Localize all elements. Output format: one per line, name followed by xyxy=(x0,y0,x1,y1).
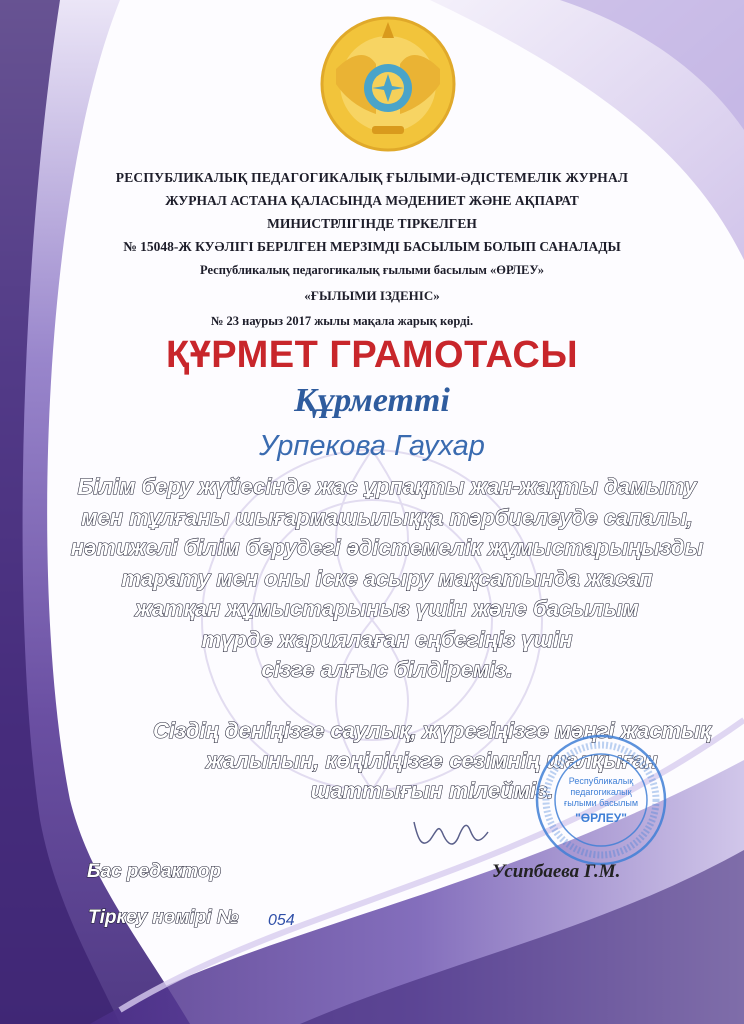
stamp-line: педагогикалық xyxy=(570,787,632,797)
recipient-name: Урпекова Гаухар xyxy=(259,430,485,462)
wish-line: шаттығын тілейміз. xyxy=(310,778,554,803)
header-line-2: ЖУРНАЛ АСТАНА ҚАЛАСЫНДА МӘДЕНИЕТ ЖӘНЕ АҚПАРАТ xyxy=(165,193,579,208)
stamp-line: "ӨРЛЕУ" xyxy=(575,811,627,825)
registration-label: Тіркеу нөмірі № xyxy=(88,907,239,928)
gratitude-line: тарату мен оны іске асыру мақсатында жасап xyxy=(121,565,653,591)
header-line-4: № 15048-Ж КУӘЛІГІ БЕРІЛГЕН МЕРЗІМДІ БАСЫЛЫМ БОЛЫП САНАЛАДЫ xyxy=(123,239,621,254)
wish-line: Сіздің деніңізге саулық, жүрегіңізге мәңгі жастық xyxy=(152,718,712,743)
header-line-5: Республикалық педагогикалық ғылыми басылым «ӨРЛЕУ» xyxy=(199,263,545,277)
header-line-1: РЕСПУБЛИКАЛЫҚ ПЕДАГОГИКАЛЫҚ ҒЫЛЫМИ-ӘДІСТЕМЕЛІК ЖУРНАЛ xyxy=(115,170,629,185)
gratitude-line: нәтижелі білім берудегі әдістемелік жұмыстарыңызды xyxy=(70,535,704,560)
signature xyxy=(408,810,498,860)
header-line-6: «ҒЫЛЫМИ ІЗДЕНІС» xyxy=(304,288,440,303)
stamp-line: ғылыми басылым xyxy=(563,798,639,808)
gratitude-line: түрде жариялаған еңбегіңіз үшін xyxy=(201,626,573,652)
honorific: Құрметті xyxy=(294,382,450,419)
gratitude-line: сізге алғыс білдіреміз. xyxy=(261,657,513,682)
orleu-stamp xyxy=(533,732,669,868)
registration-number: 054 xyxy=(268,912,295,929)
editor-name: Усипбаева Г.М. xyxy=(492,861,621,882)
gratitude-line: Білім беру жүйесінде жас ұрпақты жан-жақты дамыту xyxy=(77,474,697,499)
header-line-7: № 23 наурыз 2017 жылы мақала жарық көрді. xyxy=(210,314,474,328)
editor-label: Бас редактор xyxy=(87,861,222,882)
gratitude-line: мен тұлғаны шығармашылыққа тәрбиелеуде сапалы, xyxy=(81,504,693,530)
gratitude-line: жатқан жұмыстарыныз үшін және басылым xyxy=(135,596,639,621)
stamp-line: Республикалық xyxy=(568,776,634,786)
certificate-title: ҚҰРМЕТ ГРАМОТАСЫ xyxy=(165,334,579,376)
gratitude-text xyxy=(30,472,744,686)
kazakhstan-emblem xyxy=(306,14,470,154)
header-line-3: МИНИСТРЛІГІНДЕ ТІРКЕЛГЕН xyxy=(267,216,477,231)
wish-line: жалынын, көңіліңізге сезімнің шалқыған xyxy=(206,748,658,773)
